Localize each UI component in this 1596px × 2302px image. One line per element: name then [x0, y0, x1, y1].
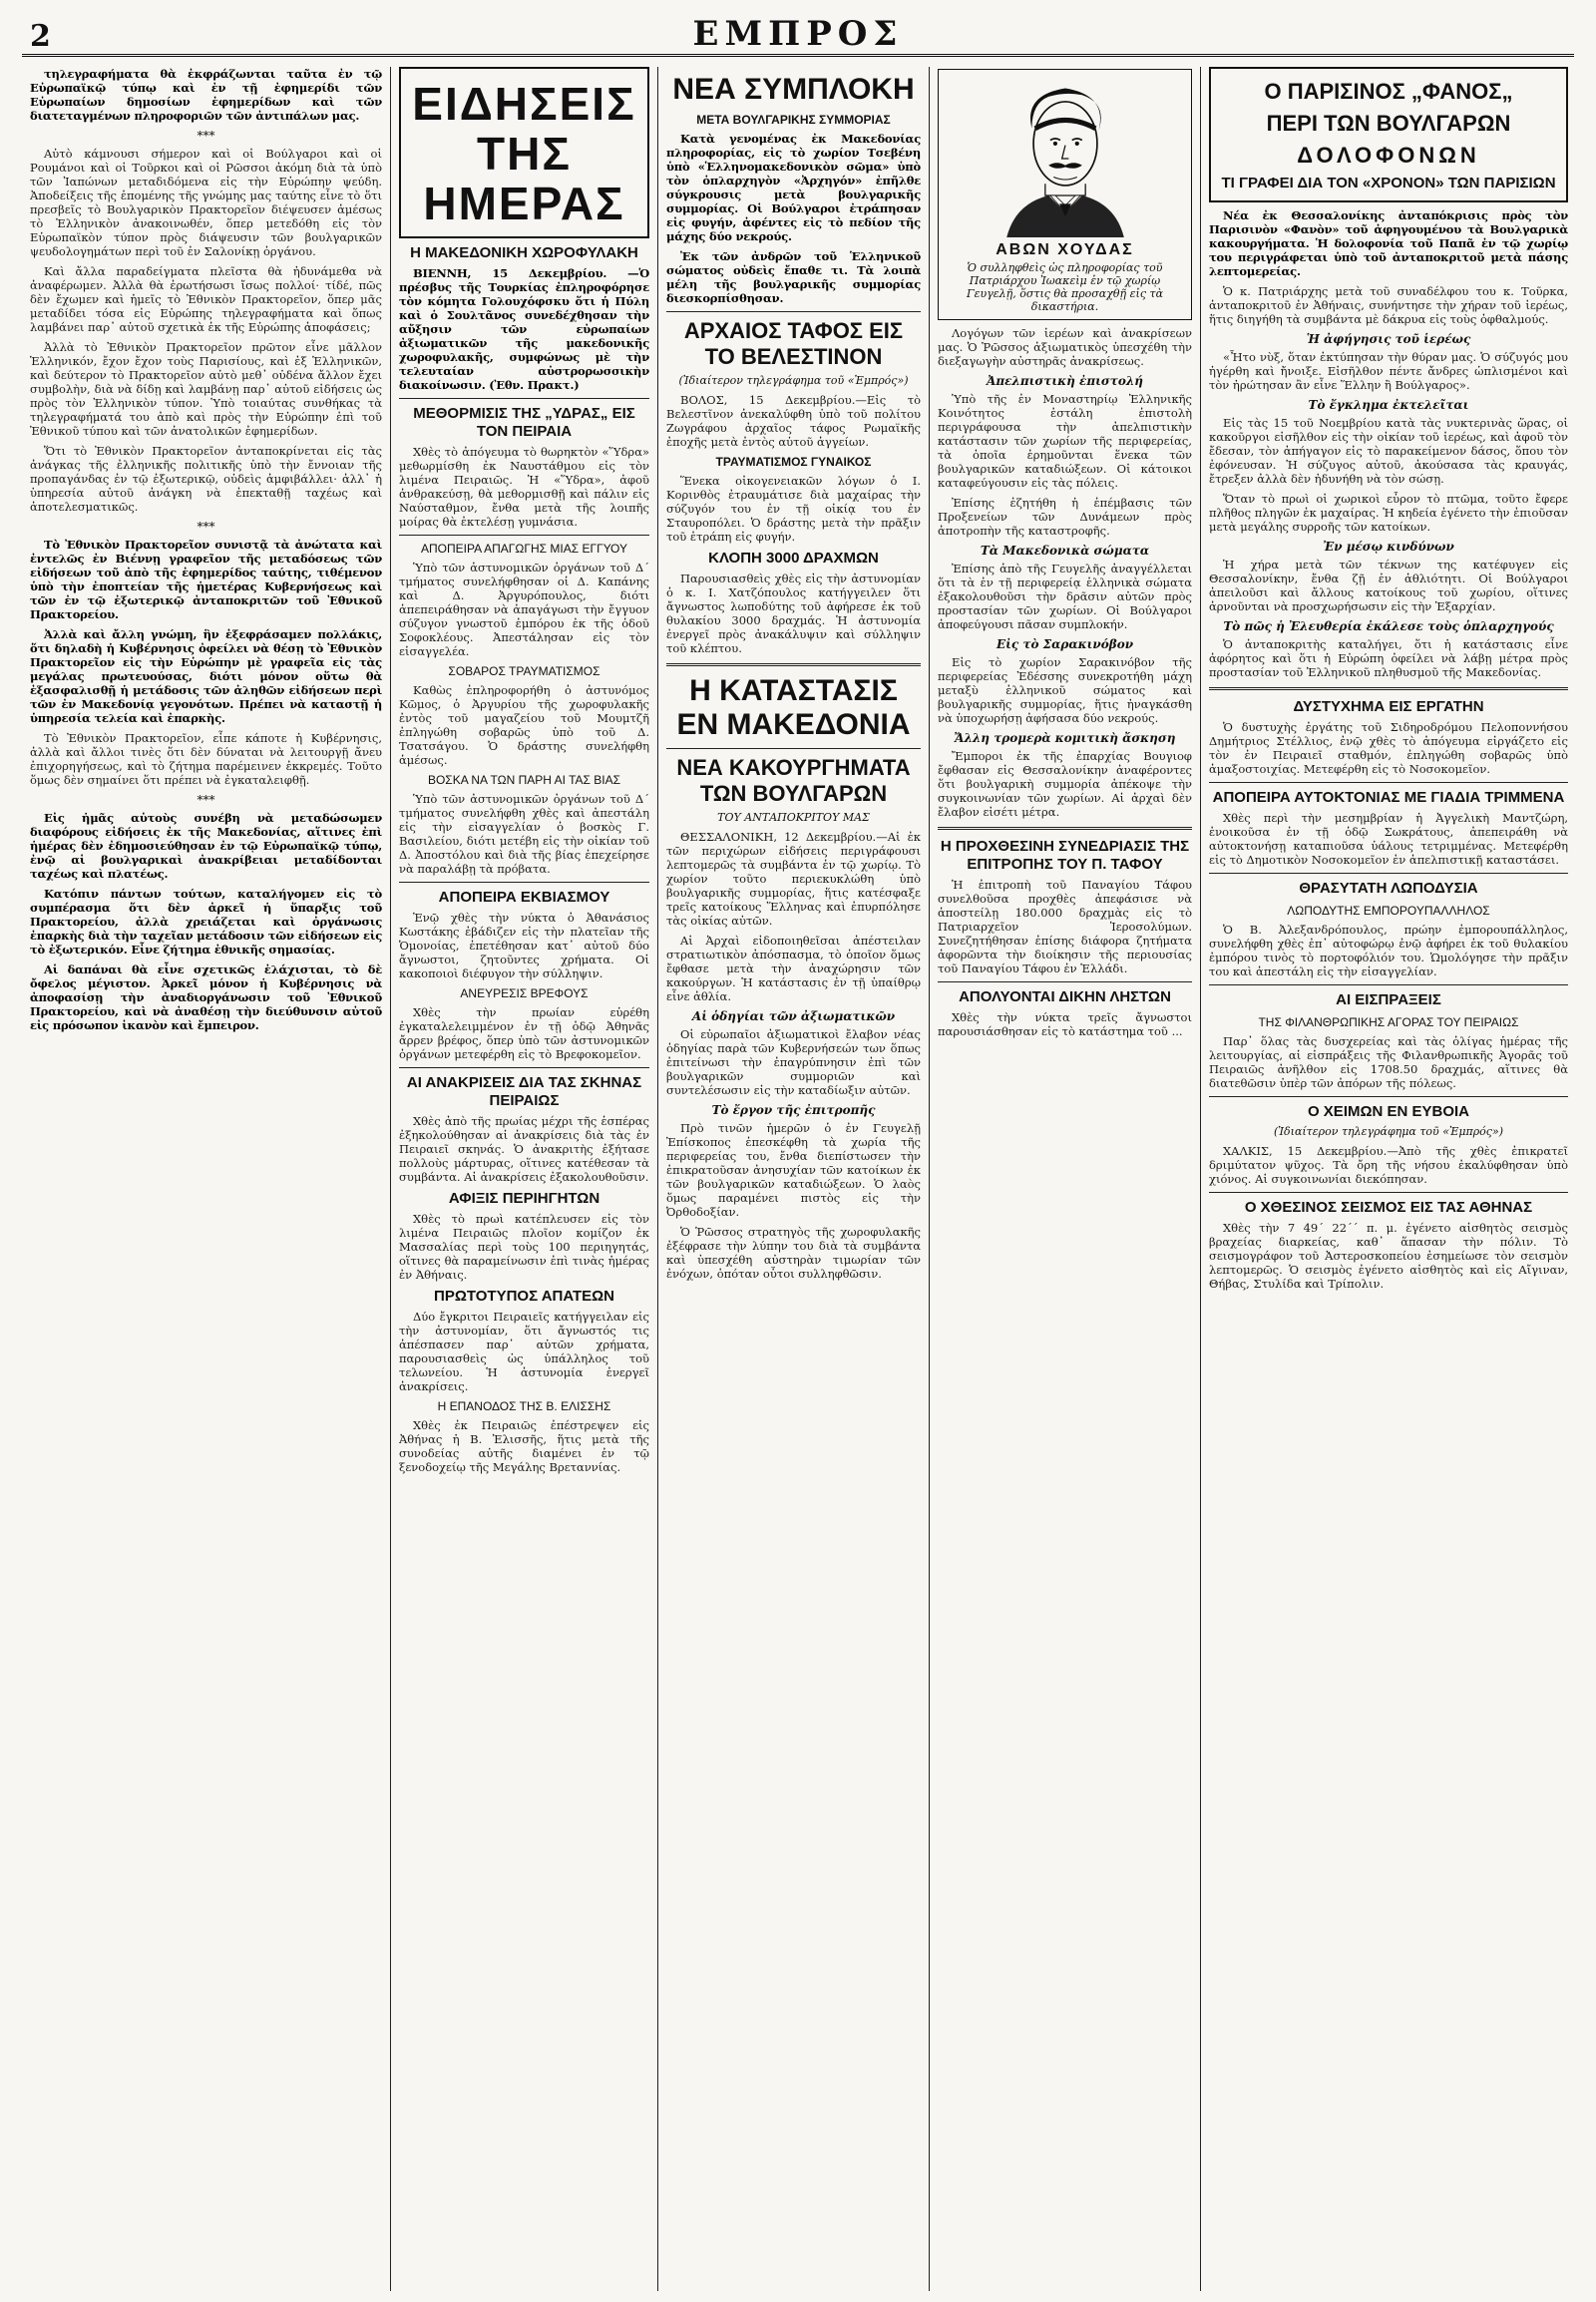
portrait-caption: Ὁ συλληφθεὶς ὡς πληροφορίας τοῦ Πατριάρχου Ἰωακεὶμ ἐν τῷ χωρίῳ Γευγελῇ, ὅστις θὰ προσαχθῇ εἰς τὰ δικαστήρια. [966, 261, 1163, 313]
article-title: ΝΕΑ ΣΥΜΠΛΟΚΗ [672, 73, 915, 106]
article-paragraph: Ὁ Β. Ἀλεξανδρόπουλος, πρώην ἐμπορουπάλληλος, συνελήφθη χθὲς ἐπ᾽ αὐτοφώρῳ ἐνῷ ἀφήρει ἐκ τοῦ θυλακίου ἐμπόρου τινὸς τὸ πορτοφόλιόν του. Ὡμολόγησε τὴν πρᾶξιν του καὶ ἀπεστάλη εἰς τὴν εἰσαγγελίαν. [1209, 923, 1568, 978]
article-paragraph: Παρουσιασθεὶς χθὲς εἰς τὴν ἀστυνομίαν ὁ κ. Ι. Χατζόπουλος κατήγγειλεν ὅτι ἄγνωστος λωποδύτης τοῦ ἀφήρεσε ἐκ τοῦ θυλακίου 3000 δραχμάς. Ἡ ἀστυνομία ἐνεργεῖ πρὸς ἀνακάλυψιν καὶ σύλληψιν τοῦ κλέπτου. [666, 572, 921, 655]
article-paragraph: Κατὰ γενομένας ἐκ Μακεδονίας πληροφορίας, εἰς τὸ χωρίον Τσεβένη ὑπὸ «Ἑλληνομακεδονικὸν σῶμα» ὑπὸ τὸν ὁπλαρχηγὸν «Ἀρχηγόν» ἐπῆλθε σύγκρουσις μετὰ βουλγαρικῆς συμμορίας. Οἱ Βούλγαροι ἐτράπησαν εἰς φυγήν, ἀφέντες εἰς τὸ πεδίον τῆς μάχης δύο νεκρούς. [666, 132, 921, 243]
article-heading: Η ΜΑΚΕΔΟΝΙΚΗ ΧΩΡΟΦΥΛΑΚΗ [410, 244, 638, 261]
article-subheading: Ἡ ἀφήγησις τοῦ ἱερέως [1306, 332, 1471, 346]
article-paragraph: Ὁ δυστυχὴς ἐργάτης τοῦ Σιδηροδρόμου Πελοποννήσου Δημήτριος Στέλλιος, ἐνῷ χθὲς τὸ ἀπόγευμα εἰργάζετο εἰς τὸν ἐν Πειραιεῖ σταθμόν, ἐπληγώθη σοβαρῶς ὑπὸ ἁμαξοστοιχίας. Μετεφέρθη εἰς τὸ Νοσοκομεῖον. [1209, 720, 1568, 776]
article-heading: ΑΝΕΥΡΕΣΙΣ ΒΡΕΦΟΥΣ [460, 986, 589, 1000]
article-heading: ΣΟΒΑΡΟΣ ΤΡΑΥΜΑΤΙΣΜΟΣ [448, 664, 600, 678]
article-subtitle: ΤΟΥ ΑΝΤΑΠΟΚΡΙΤΟΥ ΜΑΣ [717, 811, 870, 824]
article-heading: ΠΡΩΤΟΤΥΠΟΣ ΑΠΑΤΕΩΝ [434, 1288, 614, 1305]
feature-title-line1: Ο ΠΑΡΙΣΙΝΟΣ „ΦΑΝΟΣ„ [1264, 79, 1513, 104]
separator-stars: *** [197, 793, 215, 807]
article-paragraph: Χθὲς τὴν 7 49´ 22´´ π. μ. ἐγένετο αἰσθητὸς σεισμὸς βραχείας διαρκείας, καθ᾽ ἅπασαν τὴν πόλιν. Τὸ σεισμογράφον τοῦ Ἀστεροσκοπείου ἐσημείωσε τὸν σεισμὸν λεπτομερῶς. Ὁ σεισμὸς ἐγένετο αἰσθητὸς καὶ εἰς Αἴγιναν, Θήβας, Στυλίδα καὶ Τρίπολιν. [1209, 1221, 1568, 1291]
article-heading: ΔΥΣΤΥΧΗΜΑ ΕΙΣ ΕΡΓΑΤΗΝ [1293, 698, 1484, 715]
article-paragraph: «Ἦτο νὺξ, ὅταν ἐκτύπησαν τὴν θύραν μας. Ὁ σύζυγός μου ἠγέρθη καὶ ἤνοιξε. Εἰσῆλθον πέντε ἄνδρες ὡπλισμένοι καὶ τὸν ἠρώτησαν ἂν εἶνε Ἕλλην ἢ Βούλγαρος». [1209, 350, 1568, 392]
article-heading: ΤΡΑΥΜΑΤΙΣΜΟΣ ΓΥΝΑΙΚΟΣ [715, 455, 872, 469]
article-subheading: Ἐν μέσῳ κινδύνων [1323, 540, 1454, 554]
article-paragraph: Εἰς ἡμᾶς αὐτοὺς συνέβη νὰ μεταδώσωμεν διαφόρους εἰδήσεις ἐκ τῆς Μακεδονίας, αἵτινες ἐπὶ ἡμέρας δὲν ἐδημοσιεύθησαν ἐν τῷ Εὐρωπαϊκῷ τύπῳ, ἐνῷ αἱ βουλγαρικαὶ ἀνακρίβειαι μεταδίδονται ταχέως καὶ πλατέως. [30, 811, 382, 881]
article-heading: ΜΕΘΟΡΜΙΣΙΣ ΤΗΣ „ΥΔΡΑΣ„ ΕΙΣ ΤΟΝ ΠΕΙΡΑΙΑ [413, 405, 635, 440]
article-subheading: Ἀπελπιστικὴ ἐπιστολή [987, 374, 1143, 388]
article-paragraph: Νέα ἐκ Θεσσαλονίκης ἀνταπόκρισις πρὸς τὸν Παρισινὸν «Φανὸν» τοῦ ἀφηγουμένου τὰ Βουλγαρικὰ κακουργήματα. Ἡ δολοφονία τοῦ Παπᾶ ἐν τῷ χωρίῳ του περιγράφεται ὑπὸ τοῦ ἀνταποκριτοῦ μετὰ πάσης λεπτομερείας. [1209, 208, 1568, 278]
article-paragraph: Εἰς τὰς 15 τοῦ Νοεμβρίου κατὰ τὰς νυκτερινὰς ὥρας, οἱ κακοῦργοι εἰσῆλθον εἰς τὴν οἰκίαν τοῦ ἱερέως, καὶ ἀφοῦ τὸν ἔδεσαν, τὸν ἀπήγαγον εἰς τὸ παρακείμενον δάσος, ὅπου τὸν ἐφόνευσαν. Ἡ σύζυγος αὐτοῦ, ἀκούσασα τὰς κραυγάς, ἔτρεξεν ἀλλὰ δὲν ἠδυνήθη νὰ τὸν σώσῃ. [1209, 416, 1568, 486]
feature-title-line3: ΔΟΛΟΦΟΝΩΝ [1297, 143, 1480, 168]
article-heading: ΒΟΣΚΑ ΝΑ ΤΩΝ ΠΑΡΗ ΑΙ ΤΑΣ ΒΙΑΣ [427, 773, 621, 787]
article-heading: ΝΕΑ ΚΑΚΟΥΡΓΗΜΑΤΑ ΤΩΝ ΒΟΥΛΓΑΡΩΝ [676, 755, 911, 806]
article-paragraph: Ἔμποροι ἐκ τῆς ἐπαρχίας Βουγιοφ ἔφθασαν εἰς Θεσσαλονίκην ἀναφέροντες ὅτι βουλγαρικὴ συμμορία ἀπέκοψε τὴν συγκοινωνίαν τῶν χωρίων. Αἱ ἀρχαὶ δὲν ἔλαβον εἰσέτι μέτρα. [938, 749, 1192, 819]
feature-subtitle: ΤΙ ΓΡΑΦΕΙ ΔΙΑ ΤΟΝ «ΧΡΟΝΟΝ» ΤΩΝ ΠΑΡΙΣΙΩΝ [1221, 175, 1556, 192]
portrait-name: ΑΒΩΝ ΧΟΥΔΑΣ [996, 241, 1134, 258]
columns [22, 67, 1574, 2291]
article-paragraph: Χθὲς ἀπὸ τῆς πρωίας μέχρι τῆς ἑσπέρας ἐξηκολούθησαν αἱ ἀνακρίσεις διὰ τὰς ἐν Πειραιεῖ σκηνάς. Ὁ ἀνακριτὴς ἐξήτασε πολλοὺς μάρτυρας, οἵτινες κατέθεσαν τὰ συμβάντα. Αἱ ἀνακρίσεις ἐξακολουθοῦσιν. [399, 1114, 649, 1184]
column-4 [930, 67, 1201, 2291]
column-5 [1201, 67, 1576, 2291]
article-paragraph: Χθὲς τὸ ἀπόγευμα τὸ θωρηκτὸν «Ὕδρα» μεθωρμίσθη ἐκ Ναυστάθμου εἰς τὸν λιμένα Πειραιῶς. Ἡ «Ὕδρα», ἀφοῦ ἀνθρακεύσῃ, θὰ μεθορμισθῇ καὶ πάλιν εἰς Ναύσταθμον, ἔνθα μετὰ τῆς λοιπῆς μοίρας θὰ ἐκτελέσῃ γυμνάσια. [399, 445, 649, 529]
article-paragraph: ΒΟΛΟΣ, 15 Δεκεμβρίου.—Εἰς τὸ Βελεστῖνον ἀνεκαλύφθη ὑπὸ τοῦ πολίτου Ζωγράφου ἀρχαῖος τάφος Ρωμαϊκῆς ἐποχῆς μετὰ ἐντὸς αὐτοῦ ἀγγείων. [666, 393, 921, 449]
article-heading: ΑΠΟΛΥΟΝΤΑΙ ΔΙΚΗΝ ΛΗΣΤΩΝ [959, 988, 1171, 1005]
article-paragraph: Δύο ἔγκριτοι Πειραιεῖς κατήγγειλαν εἰς τὴν ἀστυνομίαν, ὅτι ἄγνωστός τις ἀπέσπασεν παρ᾽ αὐτῶν χρήματα, παρουσιασθεὶς ὡς ὑπάλληλος τοῦ τελωνείου. Ἡ ἀστυνομία ἐνεργεῖ ἀνακρίσεις. [399, 1310, 649, 1393]
article-paragraph: Ὑπὸ τῶν ἀστυνομικῶν ὀργάνων τοῦ Δ´ τμήματος συνελήφθη χθὲς καὶ ἀπεστάλη εἰς τὴν εἰσαγγελίαν ὁ βοσκὸς Γ. Βασιλείου, διότι μετέβη εἰς τὴν οἰκίαν τοῦ Δ. Ἀποστόλου καὶ διὰ τῆς βίας ἐπεχείρησε νὰ παραλάβῃ τὰ πρόβατα. [399, 792, 649, 876]
article-paragraph: Ἐνῷ χθὲς τὴν νύκτα ὁ Ἀθανάσιος Κωστάκης ἐβάδιζεν εἰς τὴν πλατεῖαν τῆς Ὁμονοίας, ἐπετέθησαν κατ᾽ αὐτοῦ δύο ἄγνωστοι, ζητοῦντες χρήματα. Οἱ κακοποιοὶ διέφυγον τὴν σύλληψιν. [399, 911, 649, 980]
masthead [22, 10, 1574, 57]
article-heading: Ο ΧΕΙΜΩΝ ΕΝ ΕΥΒΟΙΑ [1307, 1103, 1470, 1120]
article-subheading: Τὰ Μακεδονικὰ σώματα [980, 544, 1150, 558]
article-paragraph: ΒΙΕΝΝΗ, 15 Δεκεμβρίου. —Ὁ πρέσβυς τῆς Τουρκίας ἐπληροφόρησε τὸν κόμητα Γολουχόφσκυ ὅτι ἡ Πύλη καὶ ὁ Σουλτᾶνος συνεδέχθησαν τὴν αὔξησιν τῶν εὐρωπαίων ἀξιωματικῶν τῆς μακεδονικῆς χωροφυλακῆς, συμφώνως μὲ τὴν τελευταίαν αὐστρορωσσικὴν διακοίνωσιν. (Ἐθν. Πρακτ.) [399, 266, 649, 392]
article-heading: Ο ΧΘΕΣΙΝΟΣ ΣΕΙΣΜΟΣ ΕΙΣ ΤΑΣ ΑΘΗΝΑΣ [1244, 1199, 1533, 1216]
article-heading: ΘΡΑΣΥΤΑΤΗ ΛΩΠΟΔΥΣΙΑ [1299, 880, 1478, 897]
article-paragraph: Οἱ εὐρωπαῖοι ἀξιωματικοὶ ἔλαβον νέας ὁδηγίας παρὰ τῶν Κυβερνήσεών των ὅπως ἐπιτείνωσι τὴν ἐπαγρύπνησιν ἐπὶ τῶν βουλγαρικῶν συμμοριῶν καὶ συντελέσωσιν εἰς τὴν καταδίωξιν αὐτῶν. [666, 1027, 921, 1097]
article-paragraph: Εἰς τὸ χωρίον Σαρακινόβον τῆς περιφερείας Ἐδέσσης συνεκροτήθη μάχη μεταξὺ ἑλληνικοῦ σώματος καὶ βουλγαρικῆς συμμορίας, ἥτις ἠναγκάσθη νὰ ὑποχωρήσῃ ἀφήσασα δύο νεκρούς. [938, 655, 1192, 725]
article-paragraph: Ὅταν τὸ πρωὶ οἱ χωρικοὶ εὗρον τὸ πτῶμα, τοῦτο ἔφερε πλῆθος πληγῶν ἐκ μαχαίρας. Ἡ κηδεία ἐγένετο τὴν ἐπιοῦσαν μετὰ μεγάλης συρροῆς τῶν κατοίκων. [1209, 492, 1568, 534]
article-paragraph: Ἐπίσης ἐζητήθη ἡ ἐπέμβασις τῶν Προξενείων τῶν Δυνάμεων πρὸς ἀποτροπὴν τῆς καταστροφῆς. [938, 496, 1192, 538]
article-paragraph: Πρὸ τινῶν ἡμερῶν ὁ ἐν Γευγελῇ Ἐπίσκοπος ἐπεσκέφθη τὰ χωρία τῆς περιφερείας του, ἔνθα διεπίστωσεν τὴν ἐπικρατοῦσαν ἀνησυχίαν τῶν κατοίκων ἐκ τῶν βουλγαρικῶν καταδιώξεων. Ὁ λαὸς ὅμως παραμένει πιστὸς εἰς τὴν Ὀρθοδοξίαν. [666, 1121, 921, 1219]
article-paragraph: Χθὲς τὴν νύκτα τρεῖς ἄγνωστοι παρουσιάσθησαν εἰς τὸ κατάστημα τοῦ ... [938, 1010, 1192, 1038]
portrait-frame [938, 69, 1192, 320]
article-paragraph: Παρ᾽ ὅλας τὰς δυσχερείας καὶ τὰς ὀλίγας ἡμέρας τῆς λειτουργίας, αἱ εἰσπράξεις τῆς Φιλανθρωπικῆς Ἀγορᾶς τοῦ Πειραιῶς ἀνῆλθον εἰς 1708.50 δραχμάς, αἵτινες θὰ διατεθῶσιν ὑπὲρ τῶν ἀπόρων τῆς πόλεως. [1209, 1034, 1568, 1090]
article-subtitle: ΤΗΣ ΦΙΛΑΝΘΡΩΠΙΚΗΣ ΑΓΟΡΑΣ ΤΟΥ ΠΕΙΡΑΙΩΣ [1258, 1015, 1519, 1029]
article-paragraph: Ὅτι τὸ Ἐθνικὸν Πρακτορεῖον ἀνταποκρίνεται εἰς τὰς ἀνάγκας τῆς ἐλληνικῆς πολιτικῆς ὑπὸ τὴν ἔννοιαν τῆς προπαγάνδας ἐν τῷ ἐξωτερικῷ, οὐδεὶς ἀμφιβάλλει· ἀλλ᾽ ἡ ὑπηρεσία αὐτοῦ ἀνάγκη νὰ ἐπεκταθῇ ταχέως καὶ ἀποτελεσματικῶς. [30, 444, 382, 514]
article-paragraph: Χθὲς ἐκ Πειραιῶς ἐπέστρεψεν εἰς Ἀθήνας ἡ Β. Ἐλισσῆς, ἥτις μετὰ τῆς συνοδείας αὐτῆς διαμένει ἐν τῷ ξενοδοχείῳ τῆς Μεγάλης Βρεταννίας. [399, 1418, 649, 1474]
article-subtitle: (Ἰδιαίτερον τηλεγράφημα τοῦ «Ἐμπρός») [678, 374, 909, 387]
article-heading: ΜΕΤΑ ΒΟΥΛΓΑΡΙΚΗΣ ΣΥΜΜΟΡΙΑΣ [696, 113, 891, 127]
section-header-box [399, 67, 649, 238]
article-paragraph: Ἀλλὰ καὶ ἄλλη γνώμη, ἣν ἐξεφράσαμεν πολλάκις, ὅτι δηλαδὴ ἡ Κυβέρνησις ὀφείλει νὰ θέσῃ τὸ Ἐθνικὸν Πρακτορεῖον εἰς τὴν Εὐρώπην μὲ γραφεῖα εἰς τὰς μεγάλας πρωτευούσας, διότι μόνον οὕτω θὰ ἐξασφαλισθῇ ἡ μετάδοσις τῶν ἀληθῶν εἰδήσεων περὶ τῶν ἐν Μακεδονίᾳ γεγονότων. Πρέπει νὰ καταστῇ ἡ ὑπηρεσία τελεία καὶ ἐπαρκὴς. [30, 627, 382, 725]
article-heading: Η ΕΠΑΝΟΔΟΣ ΤΗΣ Β. ΕΛΙΣΣΗΣ [437, 1399, 611, 1413]
article-heading: Η ΠΡΟΧΘΕΣΙΝΗ ΣΥΝΕΔΡΙΑΣΙΣ ΤΗΣ ΕΠΙΤΡΟΠΗΣ ΤΟΥ Π. ΤΑΦΟΥ [940, 838, 1190, 873]
article-heading: ΑΠΟΠΕΙΡΑ ΕΚΒΙΑΣΜΟΥ [438, 889, 610, 906]
article-paragraph: Αἱ δαπάναι θὰ εἶνε σχετικῶς ἐλάχισται, τὸ δὲ ὄφελος μέγιστον. Ἀρκεῖ μόνον ἡ Κυβέρνησις νὰ ἀποφασίσῃ τὴν ἀναδιοργάνωσιν τοῦ Ἐθνικοῦ Πρακτορείου, καὶ νὰ ἀναθέσῃ τὴν διεύθυνσιν αὐτοῦ εἰς πρόσωπον ἱκανὸν καὶ ἔμπειρον. [30, 962, 382, 1032]
article-paragraph: Ἡ χήρα μετὰ τῶν τέκνων της κατέφυγεν εἰς Θεσσαλονίκην, ἔνθα ζῇ ἐν ἀθλιότητι. Οἱ Βούλγαροι ἀπειλοῦσι καὶ ἄλλους κατοίκους τοῦ χωρίου, οἵτινες ἀρνοῦνται νὰ προσχωρήσωσιν εἰς τὴν Ἐξαρχίαν. [1209, 558, 1568, 613]
article-subheading: Εἰς τὸ Σαρακινόβον [996, 637, 1134, 651]
article-subheading: Τὸ ἔγκλημα ἐκτελεῖται [1308, 398, 1469, 412]
article-paragraph: Αὐτὸ κάμνουσι σήμερον καὶ οἱ Βούλγαροι καὶ οἱ Ρουμάνοι καὶ οἱ Τοῦρκοι καὶ οἱ Ρῶσσοι ἀκόμη διὰ τὰ ὑπὸ τῶν Ἰαπώνων μεταδιδόμενα εἰς τὴν Εὐρώπην ψεύδη. Ἀποδείξεις τῆς ἐπομένης τῆς γνώμης μας ταύτης εἶνε τὸ ὅτι πρεσβεῖς τὸ Βουλγαρικὸν Πρακτορεῖον διέψευσεν ἀμέσως τὸ Ἑλληνικὸν ἀνακοινωθέν, ὅπερ μετεδόθη εἰς τὸν Εὐρωπαϊκὸν τύπον πρὸς διάψευσιν τῶν βουλγαρικῶν ψευδολογημάτων περὶ τοῦ ἐν Σαλονίκῃ ὀργάνου. [30, 147, 382, 258]
article-paragraph: Ὁ ἀνταποκριτὴς καταλήγει, ὅτι ἡ κατάστασις εἶνε ἀφόρητος καὶ ὅτι ἡ Εὐρώπη ὀφείλει νὰ λάβῃ μέτρα πρὸς προστασίαν τοῦ Ἑλληνικοῦ πληθυσμοῦ τῆς Μακεδονίας. [1209, 637, 1568, 679]
article-paragraph: Ὑπὸ τῆς ἐν Μοναστηρίῳ Ἑλληνικῆς Κοινότητος ἐστάλη ἐπιστολὴ περιγράφουσα τὴν ἀπελπιστικὴν κατάστασιν τῶν χωρίων τῆς περιφερείας, τὰ ὁποῖα ἐρημοῦνται ἕνεκα τῶν βουλγαρικῶν καταδιώξεων. Οἱ κάτοικοι καταφεύγουσιν εἰς τὰς πόλεις. [938, 392, 1192, 490]
article-paragraph: Ἐκ τῶν ἀνδρῶν τοῦ Ἑλληνικοῦ σώματος οὐδεὶς ἔπαθε τι. Τὰ λοιπὰ μέλη τῆς βουλγαρικῆς συμμορίας διεσκορπίσθησαν. [666, 249, 921, 305]
article-paragraph: Χθὲς περὶ τὴν μεσημβρίαν ἡ Ἀγγελικὴ Μαντζώρη, ἐνοικοῦσα ἐν τῇ ὁδῷ Σωκράτους, ἀπεπειράθη νὰ αὐτοκτονήσῃ καταπιοῦσα ὑάλους τετριμμένας. Μετεφέρθη εἰς τὸ Δημοτικὸν Νοσοκομεῖον ἐν ἀπελπιστικῇ καταστάσει. [1209, 811, 1568, 867]
separator-stars: *** [197, 520, 215, 534]
article-paragraph: Ἕνεκα οἰκογενειακῶν λόγων ὁ Ι. Κορινθὸς ἐτραυμάτισε διὰ μαχαίρας τὴν σύζυγόν του ἐν τῇ οἰκίᾳ του ἐν Σταυροπόλει. Ὁ δράστης μετὰ τὴν πρᾶξιν τοῦ ἐτράπη εἰς φυγήν. [666, 474, 921, 544]
article-paragraph: Καθὼς ἐπληροφορήθη ὁ ἀστυνόμος Κῶμος, ὁ Ἀργυρίου τῆς χωροφυλακῆς ἐντὸς τοῦ μαγαζείου τοῦ Μουμτζῆ ἐπληγώθη σοβαρῶς ὑπὸ τοῦ Δ. Τσατσάγου. Ὁ δράστης συνελήφθη ἀμέσως. [399, 683, 649, 767]
article-paragraph: Χθὲς τὸ πρωὶ κατέπλευσεν εἰς τὸν λιμένα Πειραιῶς πλοῖον κομίζον ἐκ Μασσαλίας περὶ τοὺς 100 περιηγητάς, οἵτινες θὰ παραμείνωσιν ἐπὶ τινὰς ἡμέρας ἐν Ἀθήναις. [399, 1212, 649, 1282]
separator-stars: *** [197, 129, 215, 143]
article-subheading: Τὸ πῶς ἡ Ἐλευθερία ἐκάλεσε τοὺς ὁπλαρχηγούς [1223, 619, 1554, 633]
article-heading: ΑΠΟΠΕΙΡΑ ΑΠΑΓΩΓΗΣ ΜΙΑΣ ΕΓΓΥΟΥ [420, 542, 627, 556]
section-title: ΕΙΔΗΣΕΙΣ ΤΗΣ ΗΜΕΡΑΣ [412, 78, 636, 229]
article-heading: ΑΙ ΕΙΣΠΡΑΞΕΙΣ [1336, 991, 1441, 1008]
article-paragraph: ΘΕΣΣΑΛΟΝΙΚΗ, 12 Δεκεμβρίου.—Αἱ ἐκ τῶν περιχώρων εἰδήσεις περιγράφουσι λεπτομερῶς τὰ συμβάντα ἐν τῷ χωρίῳ. Τὸ χωρίον τοῦτο περιεκυκλώθη ὑπὸ βουλγαρικῆς συμμορίας, ἥτις κατέσφαξε τρεῖς κατοίκους Ἕλληνας καὶ ἐπυρπόλησε τὰς οἰκίας αὐτῶν. [666, 830, 921, 928]
article-paragraph: Τὸ Ἐθνικὸν Πρακτορεῖον συνιστᾷ τὰ ἀνώτατα καὶ ἐντελῶς ἐν Βιέννῃ γραφεῖον τῆς μεταδόσεως τῶν εἰδήσεων τοῦ ἀπὸ τῆς ἐφημερίδος ταύτης, τιθέμενον ὑπὸ τὴν ἐποπτείαν τῆς ἡμετέρας Κυβερνήσεως καὶ τῶν ἐν τῷ ἐξωτερικῷ ἀνταποκριτῶν τοῦ Ἐθνικοῦ Πρακτορείου. [30, 538, 382, 621]
article-paragraph: Ὑπὸ τῶν ἀστυνομικῶν ὀργάνων τοῦ Δ´ τμήματος συνελήφθησαν οἱ Δ. Καπάνης καὶ Δ. Ἀργυρόπουλος, διότι ἀπεπειράθησαν νὰ ἀπαγάγωσι τὴν ἔγγυον σύζυγον γνωστοῦ ἐμπόρου ἐκ τῆς ὁδοῦ Σοφοκλέους. Ἀπεστάλησαν εἰς τὸν εἰσαγγελέα. [399, 561, 649, 658]
column-3 [658, 67, 930, 2291]
article-paragraph: Κατόπιν πάντων τούτων, καταλήγομεν εἰς τὸ συμπέρασμα ὅτι δὲν ἀρκεῖ ἡ ὕπαρξις τοῦ Πρακτορείου, ἀλλὰ χρειάζεται καὶ ὀργάνωσις ἐπαρκὴς διὰ τὴν ταχεῖαν μετάδοσιν τῶν εἰδήσεων εἰς τὸ ἐξωτερικόν. Εἶνε ζήτημα ἐθνικῆς σημασίας. [30, 887, 382, 957]
page-number: 2 [30, 19, 51, 54]
article-paragraph: Ἀλλὰ τὸ Ἐθνικὸν Πρακτορεῖον πρῶτον εἶνε μᾶλλον Ἑλληνικόν, ἔχον ἔχον τοὺς Παρισίους, καὶ ἐξ Ἑλληνικῶν, καὶ δεύτερον τὸ Πρακτορεῖον αὐτὸ μεθ᾽ οὐδένα ἄλλον ἔχει συμβολὴν, διὰ νὰ δίδῃ καὶ λαμβάνῃ παρ᾽ αὐτοῦ εἰδήσεις ὡς πρὸς τὸν Ἑλληνικὸν τύπον. Ὑπὸ τοιαύτας συνθήκας τὰ τηλεγραφήματά του ἀπὸ καὶ πρὸς τὴν Εὐρώπην ἐπὶ τοῦ Ἐθνικοῦ τύπου καὶ τῶν ἀνατολικῶν ἐφημερίδων. [30, 340, 382, 438]
feature-title-line2: ΠΕΡΙ ΤΩΝ ΒΟΥΛΓΑΡΩΝ [1266, 111, 1511, 136]
article-paragraph: τηλεγραφήματα θὰ ἐκφράζωνται ταῦτα ἐν τῷ Εὐρωπαϊκῷ τύπῳ καὶ ἐν τῇ ἐφημερίδι τῶν Εὐρωπαίων δημοσίων ἐφημερίδων καὶ τῶν διατεταγμένων πληροφοριῶν τῶν ἀντιπάλων μας. [30, 67, 382, 123]
article-heading: ΚΛΟΠΗ 3000 ΔΡΑΧΜΩΝ [708, 550, 879, 567]
article-paragraph: Λογόγων τῶν ἱερέων καὶ ἀνακρίσεων μας. Ὁ Ῥῶσσος ἀξιωματικὸς ὑπεσχέθη τὴν διεξαγωγὴν αὐστηρᾶς ἀνακρίσεως. [938, 326, 1192, 368]
article-heading: ΑΡΧΑΙΟΣ ΤΑΦΟΣ ΕΙΣ ΤΟ ΒΕΛΕΣΤΙΝΟΝ [683, 318, 904, 369]
article-subheading: Ἄλλη τρομερὰ κομιτικὴ ἄσκηση [954, 731, 1176, 745]
column-2 [391, 67, 658, 2291]
article-subtitle: ΛΩΠΟΔΥΤΗΣ ΕΜΠΟΡΟΥΠΑΛΛΗΛΟΣ [1287, 904, 1490, 918]
article-heading: ΑΦΙΞΙΣ ΠΕΡΙΗΓΗΤΩΝ [448, 1190, 600, 1207]
article-title: Η ΚΑΤΑΣΤΑΣΙΣ ΕΝ ΜΑΚΕΔΟΝΙΑ [676, 674, 911, 741]
article-subtitle: (Ἰδιαίτερον τηλεγράφημα τοῦ «Ἐμπρός») [1273, 1125, 1503, 1138]
article-paragraph: Ὁ κ. Πατριάρχης μετὰ τοῦ συναδέλφου του κ. Τοῦρκα, ἀνταποκριτοῦ ἐν Ἀθήναις, συνήντησε τὴν χήραν τοῦ ἱερέως, ἥτις διηγήθη τὰ συμβάντα μὲ δάκρυα εἰς τοὺς ὀφθαλμούς. [1209, 284, 1568, 326]
article-paragraph: Αἱ Ἀρχαὶ εἰδοποιηθεῖσαι ἀπέστειλαν στρατιωτικὸν ἀπόσπασμα, τὸ ὁποῖον ὅμως ἔφθασε μετὰ τὴν ἀναχώρησιν τῶν κακούργων. Ἡ κατάστασις ἐν τῇ ὑπαίθρῳ εἶνε ἀθλία. [666, 934, 921, 1003]
article-heading: ΑΙ ΑΝΑΚΡΙΣΕΙΣ ΔΙΑ ΤΑΣ ΣΚΗΝΑΣ ΠΕΙΡΑΙΩΣ [406, 1074, 642, 1109]
portrait-illustration [956, 70, 1175, 237]
article-paragraph: ΧΑΛΚΙΣ, 15 Δεκεμβρίου.—Ἀπὸ τῆς χθὲς ἐπικρατεῖ δριμύτατον ψῦχος. Τὰ ὄρη τῆς νήσου ἐκαλύφθησαν ὑπὸ χιόνος. Αἱ συγκοινωνίαι διεκόπησαν. [1209, 1144, 1568, 1186]
column-1 [22, 67, 391, 2291]
article-paragraph: Καὶ ἄλλα παραδείγματα πλεῖστα θὰ ἠδυνάμεθα νὰ ἀναφέρωμεν. Ἀλλὰ θὰ ἐρωτήσωσι ἴσως πολλοί· τίδέ, πῶς δὲν ἔχωμεν καὶ ἡμεῖς τὸ Ἐθνικὸν Πρακτορεῖον, ὅπερ μᾶς μεταδίδει τόσα εἰς Εὐρώπης τηλεγραφήματα καὶ ὅπως λαμβάνει παρ᾽ αὐτοῦ σχετικὰ ἐκ τῆς Εὐρώπης ἀποφάσεις; [30, 264, 382, 334]
article-paragraph: Ἡ ἐπιτροπὴ τοῦ Παναγίου Τάφου συνελθοῦσα προχθὲς ἀπεφάσισε νὰ ἀποστείλῃ 180.000 δραχμὰς εἰς τὸ Πατριαρχεῖον Ἱεροσολύμων. Συνεζητήθησαν ἐπίσης διάφορα ζητήματα ἀφορῶντα τὴν διοίκησιν τῆς περιουσίας τοῦ Παναγίου Τάφου ἐν Ἑλλάδι. [938, 878, 1192, 975]
article-paragraph: Χθὲς τὴν πρωίαν εὑρέθη ἐγκαταλελειμμένον ἐν τῇ ὁδῷ Ἀθηνᾶς ἄρρεν βρέφος, ὅπερ ὑπὸ τῶν ἀστυνομικῶν ὀργάνων μετεφέρθη εἰς τὸ Βρεφοκομεῖον. [399, 1005, 649, 1061]
article-subheading: Τὸ ἔργον τῆς ἐπιτροπῆς [711, 1103, 876, 1117]
feature-header-box [1209, 67, 1568, 202]
newspaper-title: ΕΜΠΡΟΣ [692, 14, 904, 54]
article-subheading: Αἱ ὁδηγίαι τῶν ἀξιωματικῶν [691, 1009, 896, 1023]
article-paragraph: Ὁ Ῥῶσσος στρατηγὸς τῆς χωροφυλακῆς ἐξέφρασε τὴν λύπην του διὰ τὰ συμβάντα καὶ ὑπεσχέθη αὐστηρὰν τιμωρίαν τῶν ἐνόχων, ὁπόταν οὗτοι συλληφθῶσιν. [666, 1225, 921, 1281]
article-paragraph: Τὸ Ἐθνικὸν Πρακτορεῖον, εἶπε κάποτε ἡ Κυβέρνησις, ἀλλὰ καὶ ἄλλοι τινὲς ὅτι δὲν δύναται νὰ λειτουργῇ ἄνευ ἐπιχορηγήσεως, καὶ τὸ ζήτημα παρέμεινεν ἐκκρεμές. Τοῦτο ὅμως δὲν σημαίνει ὅτι πρέπει νὰ ἐγκαταλειφθῇ. [30, 731, 382, 787]
article-paragraph: Ἐπίσης ἀπὸ τῆς Γευγελῆς ἀναγγέλλεται ὅτι τὰ ἐν τῇ περιφερείᾳ ἑλληνικὰ σώματα ἐξακολουθοῦσι τὴν δρᾶσιν αὐτῶν πρὸς προστασίαν τῶν χωρίων. Οἱ Βούλγαροι ἀποφεύγουσι πᾶσαν συμπλοκήν. [938, 562, 1192, 631]
article-heading: ΑΠΟΠΕΙΡΑ ΑΥΤΟΚΤΟΝΙΑΣ ΜΕ ΓΙΑΔΙΑ ΤΡΙΜΜΕΝΑ [1212, 789, 1565, 806]
